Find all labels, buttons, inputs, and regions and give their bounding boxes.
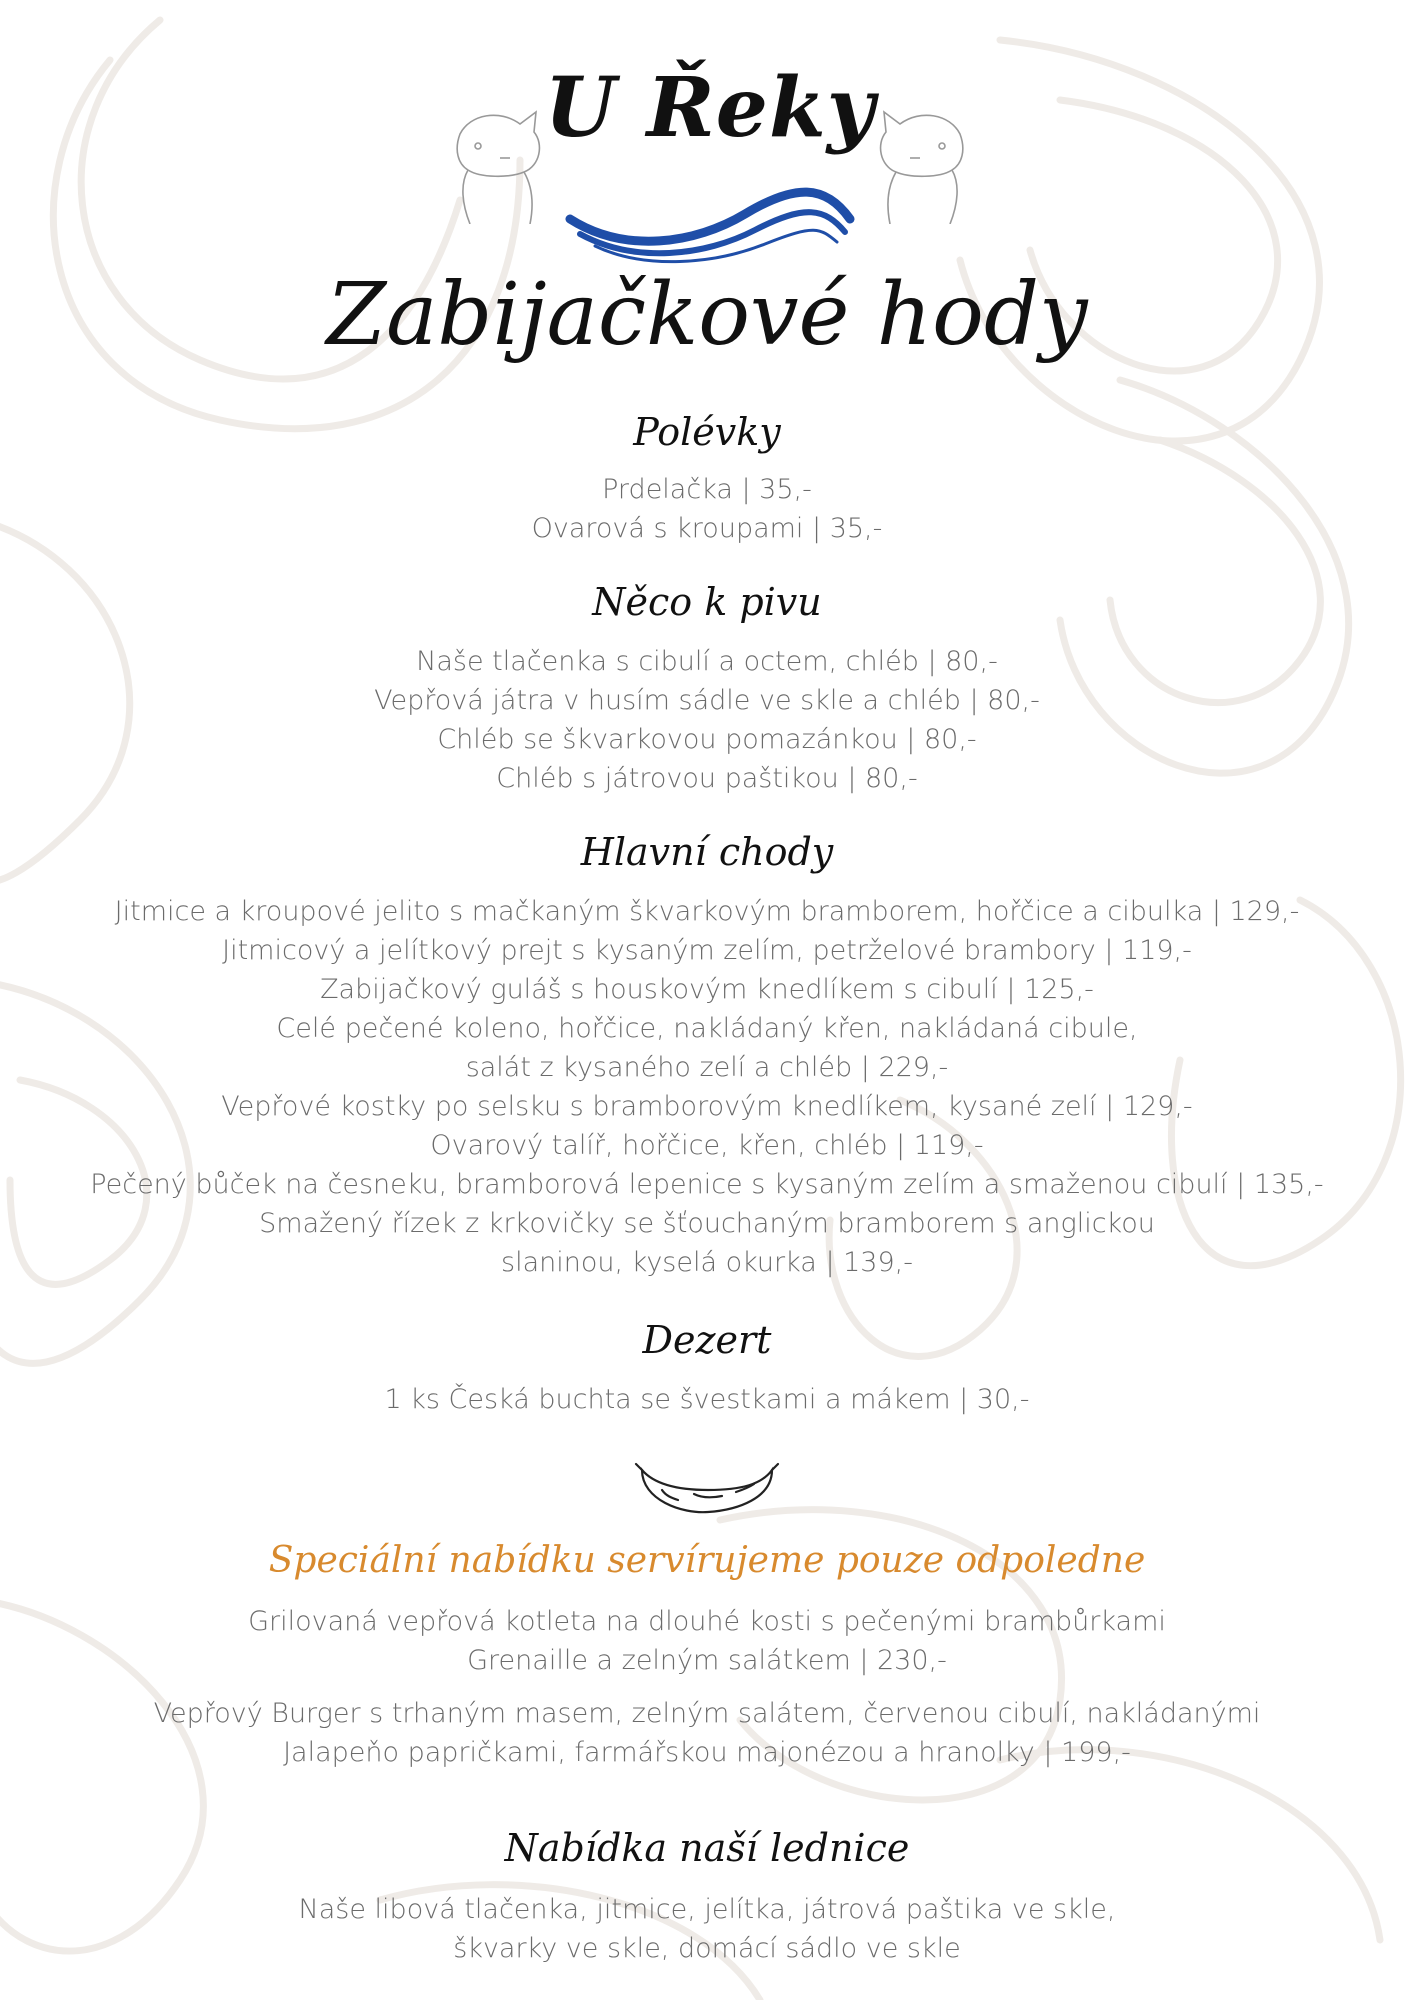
menu-item: Jitmicový a jelítkový prejt s kysaným zelím, petrželové brambory | 119,- xyxy=(222,935,1192,966)
wave-icon xyxy=(565,164,855,274)
section-items-specialni-a xyxy=(0,1602,1414,1680)
section-items-lednice xyxy=(0,1890,1414,1968)
menu-item: Naše libová tlačenka, jitmice, jelítka, játrová paštika ve skle, xyxy=(298,1894,1116,1925)
restaurant-logo xyxy=(440,36,980,236)
menu-item: Smažený řízek z krkovičky se šťouchaným bramborem s anglickou xyxy=(259,1208,1155,1239)
menu-item: Grilovaná vepřová kotleta na dlouhé kosti s pečenými brambůrkami xyxy=(248,1606,1166,1637)
menu-item: škvarky ve skle, domácí sádlo ve skle xyxy=(453,1933,961,1964)
menu-item: Chléb s játrovou paštikou | 80,- xyxy=(496,763,918,794)
menu-item: Celé pečené koleno, hořčice, nakládaný křen, nakládaná cibule, xyxy=(276,1013,1138,1044)
menu-item: Ovarová s kroupami | 35,- xyxy=(531,513,883,544)
section-title-dezert: Dezert xyxy=(642,1318,772,1362)
menu-item: Vepřové kostky po selsku s bramborovým knedlíkem, kysané zelí | 129,- xyxy=(221,1091,1193,1122)
menu-item: slaninou, kyselá okurka | 139,- xyxy=(501,1247,913,1278)
menu-item: Chléb se škvarkovou pomazánkou | 80,- xyxy=(437,724,977,755)
menu-item: Grenaille a zelným salátkem | 230,- xyxy=(467,1645,947,1676)
section-items-specialni-b xyxy=(0,1694,1414,1772)
section-items-polevky xyxy=(0,470,1414,548)
section-title-polevky: Polévky xyxy=(633,410,781,454)
menu-item: 1 ks Česká buchta se švestkami a mákem | 30,- xyxy=(384,1384,1030,1415)
section-title-neco-k-pivu: Něco k pivu xyxy=(592,580,822,624)
menu-item: Naše tlačenka s cibulí a octem, chléb | 80,- xyxy=(416,646,998,677)
menu-item: Vepřová játra v husím sádle ve skle a chléb | 80,- xyxy=(374,685,1040,716)
menu-item: Zabijačkový guláš s houskovým knedlíkem s cibulí | 125,- xyxy=(320,974,1094,1005)
menu-item: Pečený bůček na česneku, bramborová lepenice s kysaným zelím a smaženou cibulí | 135,- xyxy=(90,1169,1324,1200)
section-title-lednice: Nabídka naší lednice xyxy=(504,1826,910,1870)
menu-item: Jalapeňo papričkami, farmářskou majonézou a hranolky | 199,- xyxy=(283,1737,1131,1768)
section-title-specialni: Speciální nabídku servírujeme pouze odpoledne xyxy=(268,1540,1146,1581)
sausage-icon xyxy=(632,1448,782,1528)
section-items-neco-k-pivu xyxy=(0,642,1414,798)
section-title-hlavni-chody: Hlavní chody xyxy=(580,830,834,874)
menu-item: Ovarový talíř, hořčice, křen, chléb | 119,- xyxy=(430,1130,984,1161)
menu-item: Jitmice a kroupové jelito s mačkaným škvarkovým bramborem, hořčice a cibulka | 129,- xyxy=(114,896,1300,927)
menu-item: salát z kysaného zelí a chléb | 229,- xyxy=(465,1052,949,1083)
section-items-dezert xyxy=(0,1380,1414,1419)
section-items-hlavni-chody xyxy=(0,892,1414,1282)
logo-title: U Řeky xyxy=(544,60,876,156)
page-title: Zabijačkové hody xyxy=(326,265,1088,365)
menu-item: Prdelačka | 35,- xyxy=(602,474,812,505)
menu-item: Vepřový Burger s trhaným masem, zelným salátem, červenou cibulí, nakládanými xyxy=(153,1698,1261,1729)
